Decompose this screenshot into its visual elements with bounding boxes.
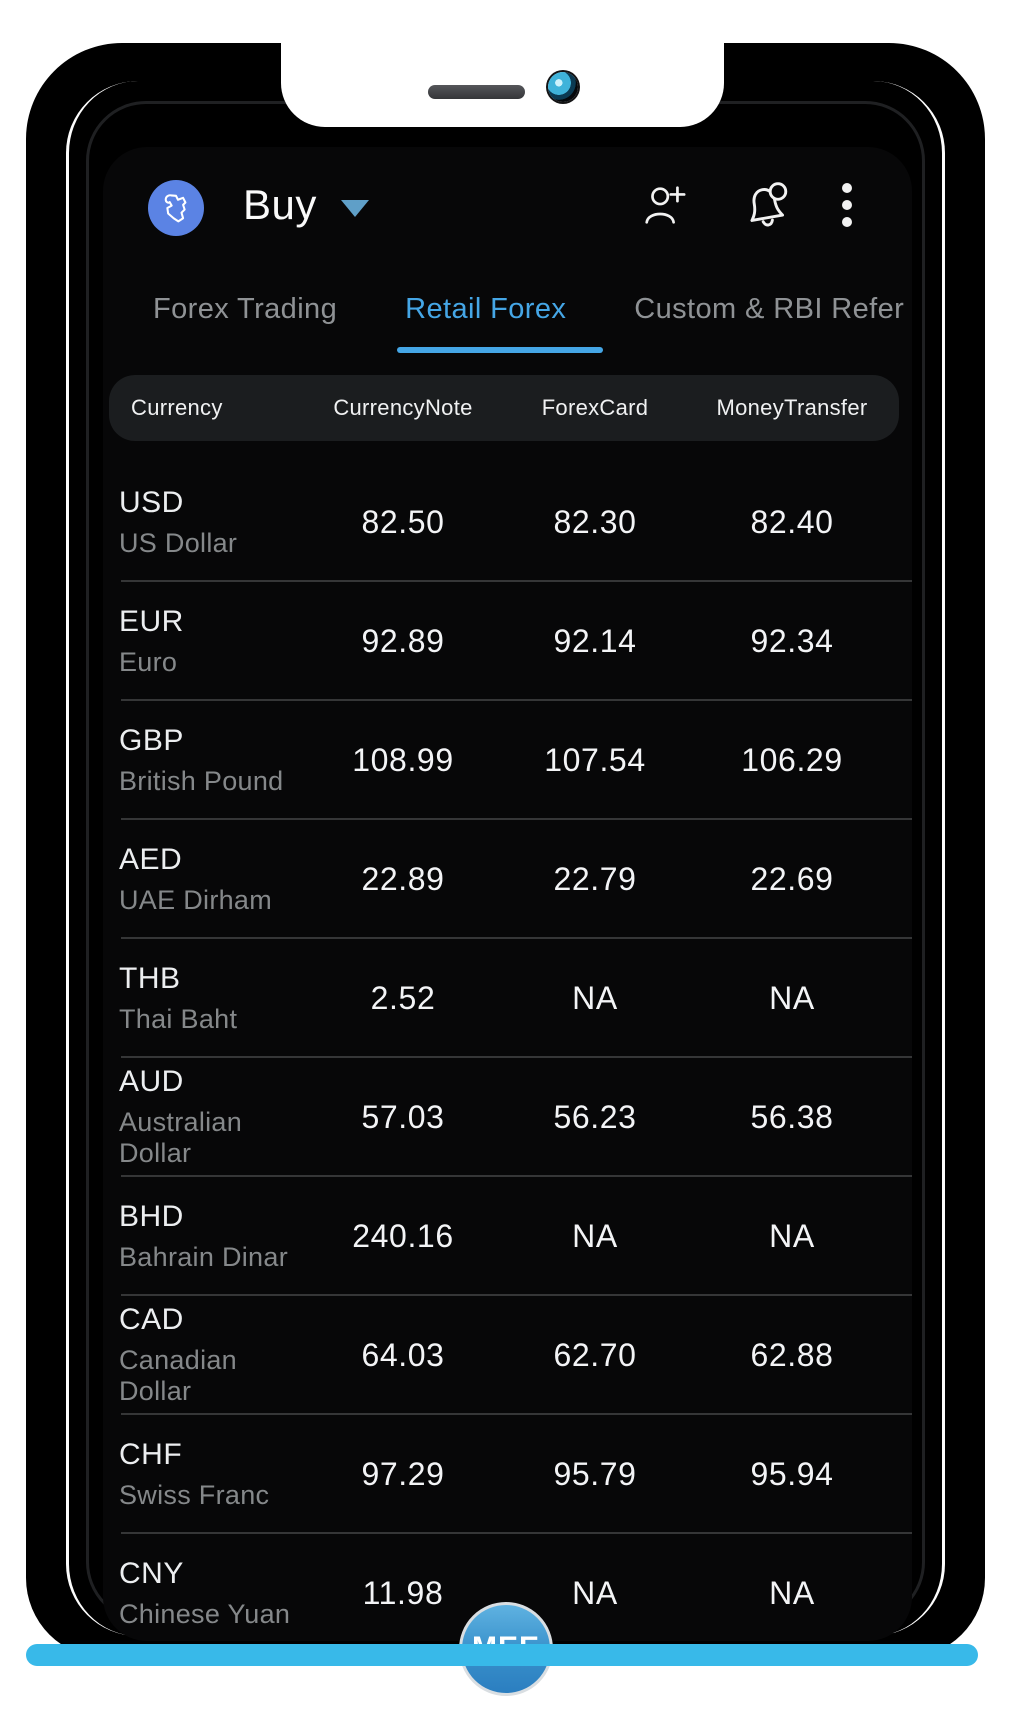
rate-value: 82.40 bbox=[750, 504, 834, 540]
rate-value: 2.52 bbox=[370, 980, 436, 1016]
currency-code: CNY bbox=[119, 1556, 184, 1590]
app-header bbox=[103, 147, 912, 263]
rate-value: NA bbox=[572, 1218, 618, 1254]
rate-value: 22.69 bbox=[750, 861, 834, 897]
currency-name: US Dollar bbox=[119, 527, 238, 558]
speaker-grille bbox=[428, 85, 525, 99]
rate-value: 11.98 bbox=[362, 1575, 444, 1611]
table-row[interactable] bbox=[103, 820, 912, 939]
rate-value: NA bbox=[769, 980, 815, 1016]
overflow-menu-button[interactable] bbox=[842, 183, 852, 227]
rate-value: 22.89 bbox=[361, 861, 445, 897]
app-logo-icon bbox=[148, 180, 204, 236]
table-row[interactable] bbox=[103, 463, 912, 582]
rate-value: 106.29 bbox=[741, 742, 843, 778]
notification-bell-icon bbox=[738, 178, 792, 232]
rates-list bbox=[103, 463, 912, 1653]
table-row[interactable] bbox=[103, 1058, 912, 1177]
rate-value: 62.70 bbox=[553, 1337, 637, 1373]
rate-value: 57.03 bbox=[361, 1099, 445, 1135]
currency-code: EUR bbox=[119, 604, 184, 638]
rate-value: 62.88 bbox=[750, 1337, 834, 1373]
rate-value: 97.29 bbox=[361, 1456, 445, 1492]
phone-notch bbox=[281, 43, 724, 127]
add-user-button[interactable] bbox=[640, 181, 688, 229]
table-row[interactable] bbox=[103, 939, 912, 1058]
rate-value: NA bbox=[572, 980, 618, 1016]
column-header: CurrencyNote bbox=[333, 395, 473, 420]
header-actions bbox=[640, 147, 852, 263]
rate-value: 82.30 bbox=[553, 504, 637, 540]
tab-forex-trading[interactable]: Forex Trading bbox=[153, 292, 338, 325]
rate-value: 92.89 bbox=[361, 623, 445, 659]
table-row[interactable] bbox=[103, 701, 912, 820]
rate-value: 64.03 bbox=[361, 1337, 445, 1373]
rate-value: 22.79 bbox=[553, 861, 637, 897]
currency-name: Bahrain Dinar bbox=[119, 1241, 288, 1272]
currency-name: British Pound bbox=[119, 765, 284, 796]
rate-value: NA bbox=[769, 1575, 815, 1611]
currency-code: GBP bbox=[119, 723, 184, 757]
rate-value: 108.99 bbox=[352, 742, 454, 778]
rate-value: 95.79 bbox=[553, 1456, 637, 1492]
currency-name: Chinese Yuan bbox=[119, 1598, 291, 1629]
currency-name: Euro bbox=[119, 646, 178, 677]
table-row[interactable] bbox=[103, 1177, 912, 1296]
currency-code: AUD bbox=[119, 1065, 184, 1099]
phone-frame bbox=[26, 43, 985, 1658]
add-user-icon bbox=[640, 181, 688, 229]
currency-name: Canadian Dollar bbox=[119, 1345, 237, 1407]
rate-value: 95.94 bbox=[750, 1456, 834, 1492]
chevron-down-icon bbox=[341, 200, 369, 217]
bottom-accent-bar bbox=[26, 1644, 978, 1666]
currency-code: CHF bbox=[119, 1437, 183, 1471]
rate-value: NA bbox=[572, 1575, 618, 1611]
table-row[interactable] bbox=[103, 582, 912, 701]
table-header-row bbox=[109, 375, 899, 441]
app-screen bbox=[103, 147, 912, 1641]
rate-value: 56.23 bbox=[553, 1099, 637, 1135]
currency-name: Australian Dollar bbox=[119, 1107, 243, 1169]
tab-retail-forex[interactable]: Retail Forex bbox=[405, 265, 566, 353]
rate-value: 92.14 bbox=[553, 623, 637, 659]
column-header: Currency bbox=[131, 395, 223, 420]
rate-value: 92.34 bbox=[750, 623, 834, 659]
camera-icon bbox=[548, 72, 578, 102]
buy-dropdown[interactable] bbox=[243, 147, 369, 263]
column-header: ForexCard bbox=[541, 395, 649, 420]
rate-value: 56.38 bbox=[750, 1099, 834, 1135]
currency-code: CAD bbox=[119, 1303, 184, 1337]
tab-bar bbox=[103, 265, 1013, 353]
currency-name: Thai Baht bbox=[119, 1003, 238, 1034]
table-row[interactable] bbox=[103, 1296, 912, 1415]
currency-code: THB bbox=[119, 961, 181, 995]
currency-name: Swiss Franc bbox=[119, 1479, 270, 1510]
tab-custom-rbi-refer[interactable]: Custom & RBI Refer bbox=[634, 292, 905, 325]
notifications-button[interactable] bbox=[738, 178, 792, 232]
rate-value: 107.54 bbox=[544, 742, 646, 778]
currency-code: USD bbox=[119, 485, 184, 519]
rate-value: 240.16 bbox=[352, 1218, 454, 1254]
currency-code: AED bbox=[119, 842, 183, 876]
map-outline-glyph bbox=[154, 186, 198, 230]
kebab-menu-icon bbox=[842, 183, 852, 227]
rate-value: NA bbox=[769, 1218, 815, 1254]
currency-name: UAE Dirham bbox=[119, 884, 273, 915]
table-row[interactable] bbox=[103, 1415, 912, 1534]
buy-dropdown-label: Buy bbox=[243, 181, 317, 228]
rate-value: 82.50 bbox=[361, 504, 445, 540]
currency-code: BHD bbox=[119, 1199, 184, 1233]
column-header: MoneyTransfer bbox=[716, 395, 868, 420]
